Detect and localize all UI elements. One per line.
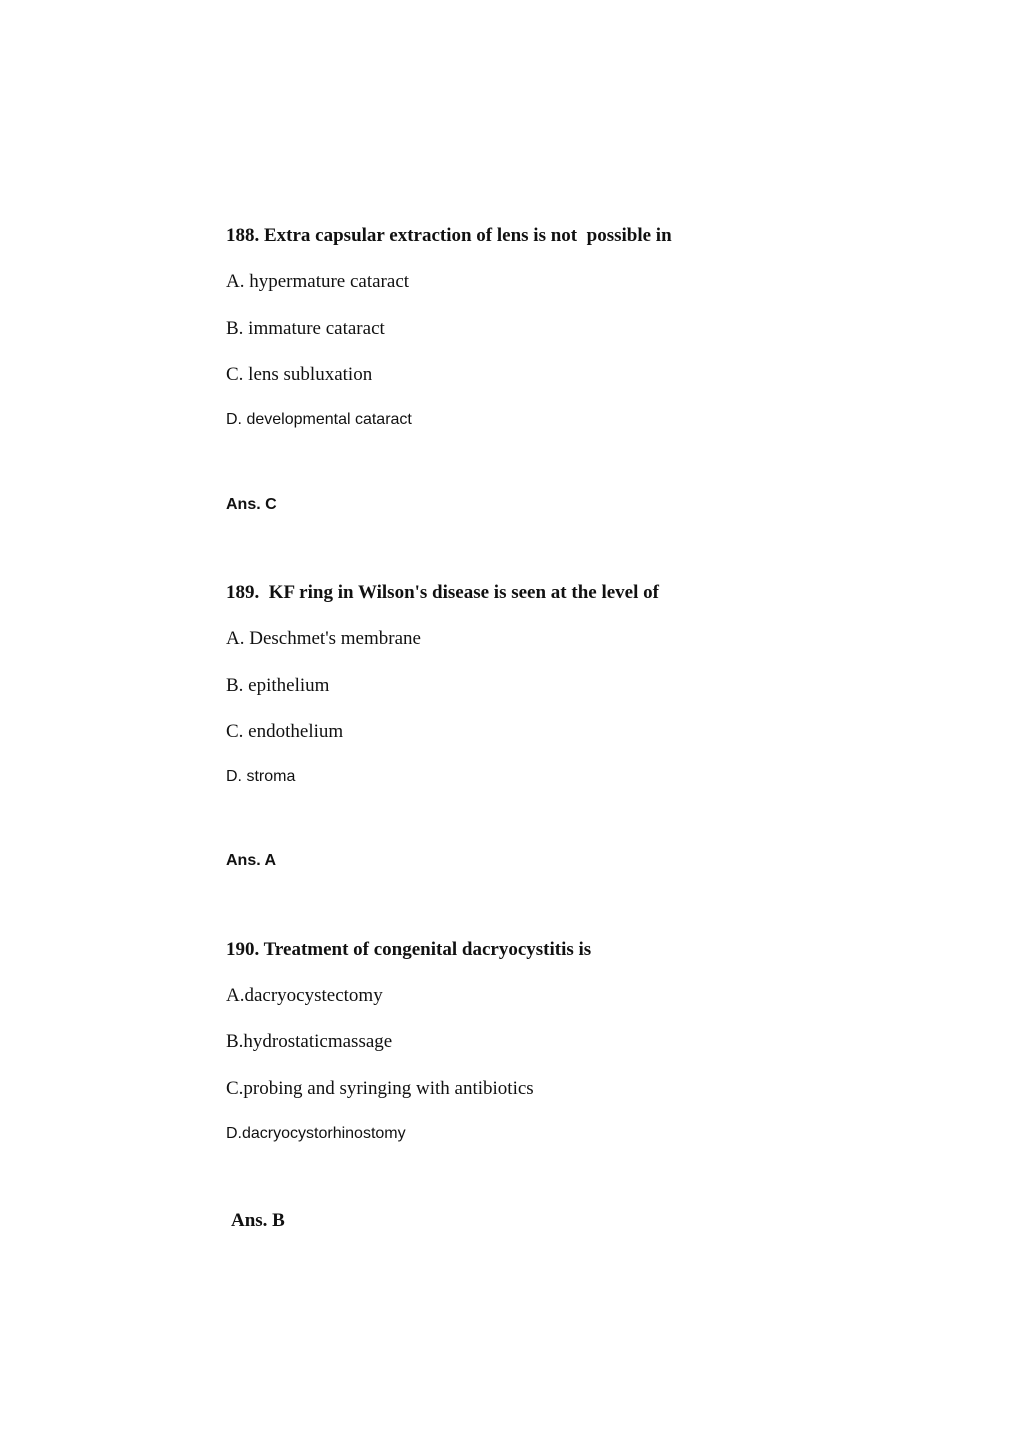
question-190-text: 190. Treatment of congenital dacryocystitis is	[226, 939, 592, 960]
question-190-answer: Ans. B	[231, 1210, 285, 1231]
question-190-option-b: B.hydrostaticmassage	[226, 1031, 393, 1052]
question-188-option-d: D. developmental cataract	[226, 411, 412, 428]
question-188-answer: Ans. C	[226, 496, 277, 513]
question-189-option-d: D. stroma	[226, 768, 296, 785]
question-189-option-b: B. epithelium	[226, 675, 330, 696]
question-188-option-a: A. hypermature cataract	[226, 271, 410, 292]
question-190-option-c: C.probing and syringing with antibiotics	[226, 1078, 534, 1099]
question-190-option-d: D.dacryocystorhinostomy	[226, 1125, 406, 1142]
question-189-option-c: C. endothelium	[226, 721, 344, 742]
question-188-option-b: B. immature cataract	[226, 318, 385, 339]
question-189-text: 189. KF ring in Wilson's disease is seen at the level of	[226, 582, 659, 603]
question-189-option-a: A. Deschmet's membrane	[226, 628, 421, 649]
question-190-option-a: A.dacryocystectomy	[226, 985, 383, 1006]
question-188-option-c: C. lens subluxation	[226, 364, 373, 385]
question-189-answer: Ans. A	[226, 852, 277, 869]
question-188-text: 188. Extra capsular extraction of lens is not possible in	[226, 225, 672, 246]
